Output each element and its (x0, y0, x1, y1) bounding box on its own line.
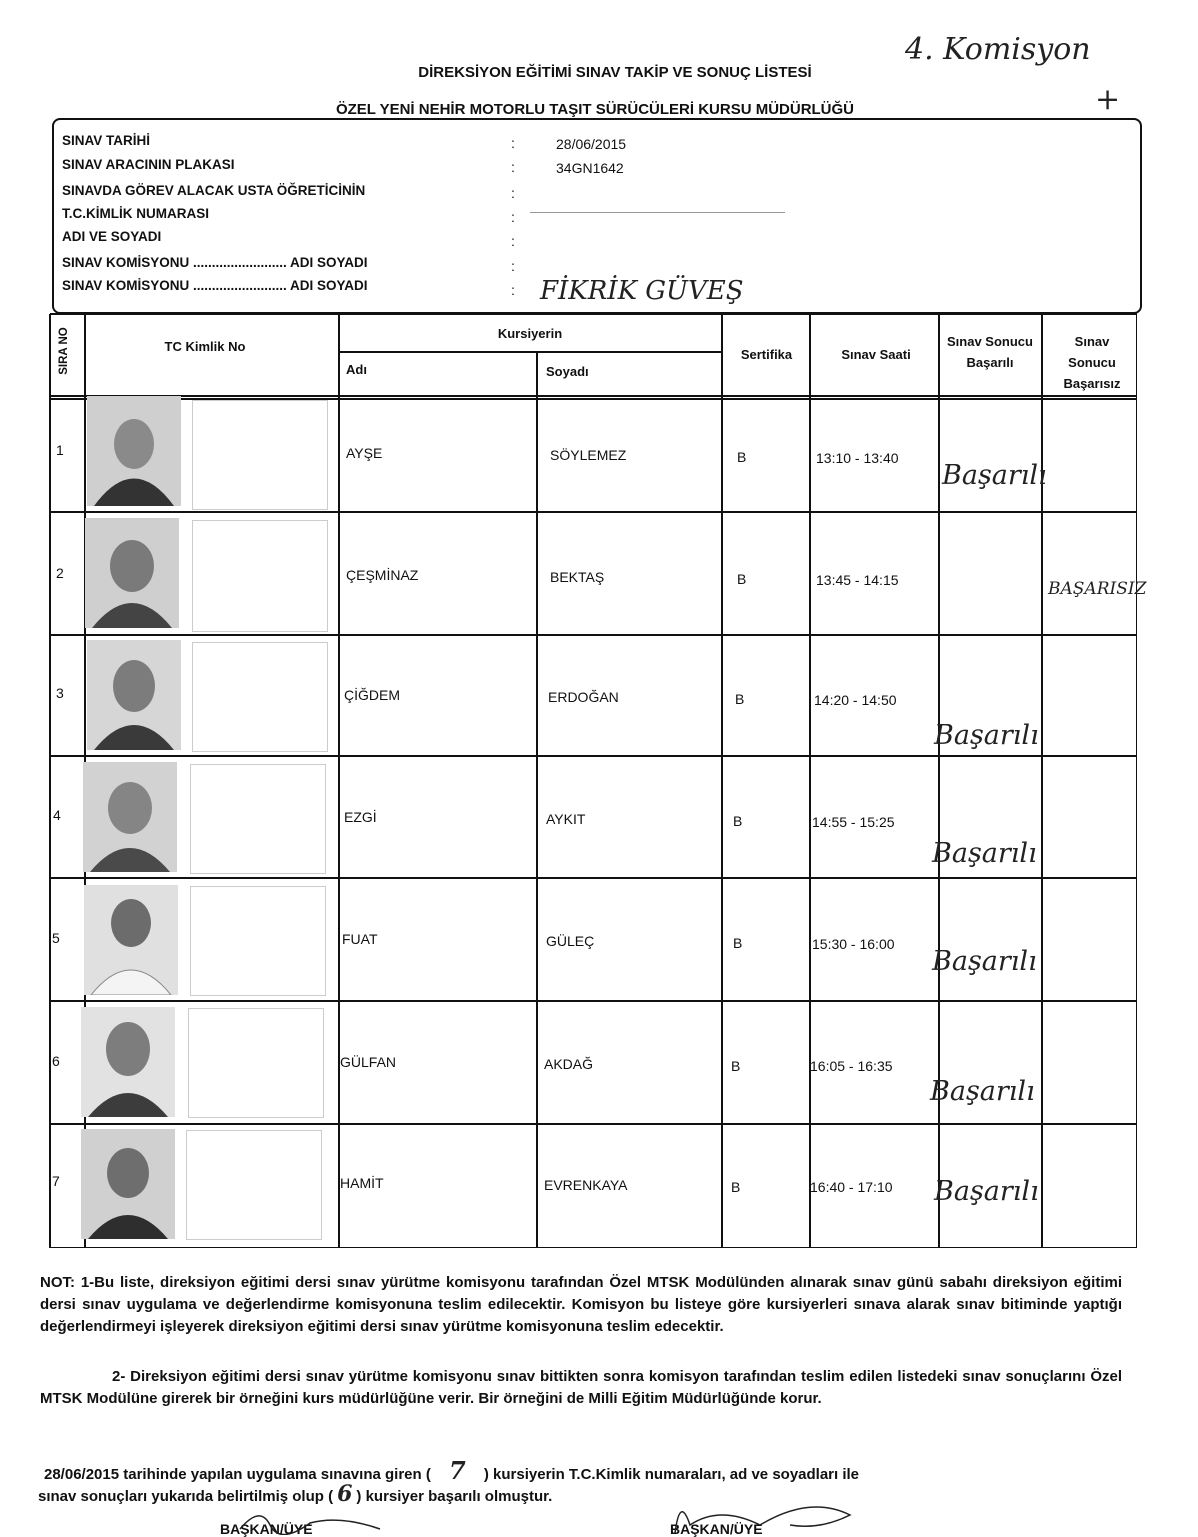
certificate-class: B (731, 1179, 741, 1195)
header-sira-no: SIRA NO (58, 327, 70, 375)
certificate-class: B (737, 571, 747, 587)
student-first-name: EZGİ (344, 809, 377, 825)
result-passed: Başarılı (934, 1176, 1039, 1207)
info-colon: : (511, 233, 515, 249)
result-passed: Başarılı (934, 720, 1039, 751)
exam-time: 16:05 - 16:35 (810, 1058, 893, 1074)
header-sinav-saati: Sınav Saati (841, 347, 911, 362)
info-label-instructor: SINAVDA GÖREV ALACAK USTA ÖĞRETİCİNİN (62, 183, 366, 198)
document-title: DİREKSİYON EĞİTİMİ SINAV TAKİP VE SONUÇ LİSTESİ (418, 64, 812, 81)
student-photo (85, 518, 179, 628)
result-failed: BAŞARISIZ (1048, 579, 1147, 599)
student-photo (87, 396, 181, 506)
document-subtitle: ÖZEL YENİ NEHİR MOTORLU TAŞIT SÜRÜCÜLERİ KURSU MÜDÜRLÜĞÜ (335, 101, 855, 118)
student-first-name: ÇEŞMİNAZ (346, 567, 419, 583)
student-photo (83, 762, 177, 872)
certificate-class: B (733, 935, 743, 951)
certificate-class: B (731, 1058, 741, 1074)
row-number: 2 (56, 565, 64, 581)
certificate-class: B (733, 813, 743, 829)
certificate-class: B (737, 449, 747, 465)
student-first-name: AYŞE (346, 445, 383, 461)
header-basarisiz: Sınav Sonucu Başarısız (1063, 334, 1121, 391)
row-number: 4 (53, 807, 61, 823)
result-passed: Başarılı (942, 460, 1047, 491)
redacted-tc-number (188, 1008, 324, 1118)
summary-text: ) kursiyer başarılı olmuştur. (356, 1488, 553, 1505)
student-photo (84, 885, 178, 995)
student-photo (81, 1007, 175, 1117)
student-first-name: HAMİT (340, 1175, 384, 1191)
student-last-name: BEKTAŞ (550, 569, 605, 585)
redacted-tc-number (192, 520, 328, 632)
header-tc-kimlik: TC Kimlik No (164, 339, 246, 354)
exam-time: 14:20 - 14:50 (814, 692, 897, 708)
redacted-tc-number (192, 400, 328, 510)
note-paragraph-2: 2- Direksiyon eğitimi dersi sınav yürütme komisyonu sınav bittikten sonra komisyon tarafından teslim edilen listedeki sınav sonuçlarını Özel MTSK Modülüne girerek bir örneğini kurs müdürlüğüne verir. Bir örneğini de Milli Eğitim Müdürlüğünde korur. (40, 1368, 1122, 1407)
result-passed: Başarılı (932, 838, 1037, 869)
info-colon: : (511, 159, 515, 175)
signature-label-right: BAŞKAN/ÜYE (670, 1521, 763, 1537)
info-label-vehicle-plate: SINAV ARACININ PLAKASI (62, 157, 235, 172)
result-passed: Başarılı (932, 946, 1037, 977)
info-colon: : (511, 282, 515, 298)
redacted-tc-number (190, 886, 326, 996)
signature-scribble-right (660, 1495, 860, 1535)
row-number: 1 (56, 442, 64, 458)
header-kursiyerin: Kursiyerin (497, 326, 563, 341)
student-last-name: SÖYLEMEZ (550, 447, 627, 463)
info-label-commission-2: SINAV KOMİSYONU ......................... ADI SOYADI (62, 278, 368, 293)
handwritten-participant-count: 7 (449, 1456, 466, 1485)
student-photo (81, 1129, 175, 1239)
row-number: 5 (52, 930, 60, 946)
exam-time: 15:30 - 16:00 (812, 936, 895, 952)
info-value-exam-date: 28/06/2015 (556, 136, 627, 152)
handwritten-success-count: 6 (337, 1481, 353, 1507)
student-photo (87, 640, 181, 750)
header-adi: Adı (346, 362, 367, 377)
student-last-name: EVRENKAYA (544, 1177, 628, 1193)
handwritten-member-name: FİKRİK GÜVEŞ (540, 276, 744, 306)
info-value-vehicle-plate: 34GN1642 (556, 160, 624, 176)
header-soyadi: Soyadı (546, 364, 589, 379)
header-sertifika: Sertifika (740, 347, 793, 362)
info-colon: : (511, 209, 515, 225)
certificate-class: B (735, 691, 745, 707)
exam-time: 13:45 - 14:15 (816, 572, 899, 588)
row-number: 3 (56, 685, 64, 701)
signature-label-left: BAŞKAN/ÜYE (220, 1521, 313, 1537)
student-first-name: FUAT (342, 931, 378, 947)
student-last-name: AYKIT (546, 811, 586, 827)
summary-text: ) kursiyerin T.C.Kimlik numaraları, ad ve soyadları ile (483, 1466, 860, 1483)
redacted-tc-number (186, 1130, 322, 1240)
info-label-commission-1: SINAV KOMİSYONU ......................... ADI SOYADI (62, 255, 368, 270)
summary-text: 28/06/2015 tarihinde yapılan uygulama sınavına giren ( (44, 1466, 431, 1483)
redacted-tc-number (190, 764, 326, 874)
info-label-exam-date: SINAV TARİHİ (62, 133, 151, 148)
row-number: 6 (52, 1053, 60, 1069)
handwritten-commission-note: 4. Komisyon (905, 32, 1091, 67)
student-first-name: GÜLFAN (340, 1054, 397, 1070)
redacted-tc-number (192, 642, 328, 752)
info-colon: : (511, 185, 515, 201)
redacted-field-line (530, 212, 785, 213)
info-label-name: ADI VE SOYADI (62, 229, 162, 244)
exam-time: 16:40 - 17:10 (810, 1179, 893, 1195)
info-colon: : (511, 135, 515, 151)
info-colon: : (511, 258, 515, 274)
student-first-name: ÇİĞDEM (344, 687, 400, 703)
result-passed: Başarılı (930, 1076, 1035, 1107)
signature-scribble-left (230, 1505, 390, 1535)
exam-time: 14:55 - 15:25 (812, 814, 895, 830)
note-paragraph-1: NOT: 1-Bu liste, direksiyon eğitimi dersi sınav yürütme komisyonu tarafından Özel MTSK Modülünden alınarak sınav günü sabahı direksiyon eğitimi dersi sınav uygulama ve değerlendirme komisyonuna teslim edilecektir. Komisyon bu listeye göre kursiyerleri sınava alarak sınav bitiminde yaptığı değerlendirmeyi işleyerek direksiyon eğitimi dersi sınav yürütme komisyonuna teslim edecektir. (40, 1274, 1122, 1335)
summary-line-2 (38, 1483, 1118, 1508)
student-last-name: ERDOĞAN (548, 689, 619, 705)
row-number: 7 (52, 1173, 60, 1189)
student-last-name: GÜLEÇ (546, 933, 595, 949)
student-last-name: AKDAĞ (544, 1056, 594, 1072)
info-label-tc-number: T.C.KİMLİK NUMARASI (62, 206, 209, 221)
exam-time: 13:10 - 13:40 (816, 450, 899, 466)
header-basarili: Sınav Sonucu Başarılı (947, 334, 1033, 370)
summary-text: sınav sonuçları yukarıda belirtilmiş olup ( (38, 1488, 334, 1505)
handwritten-mark: + (1095, 82, 1121, 117)
